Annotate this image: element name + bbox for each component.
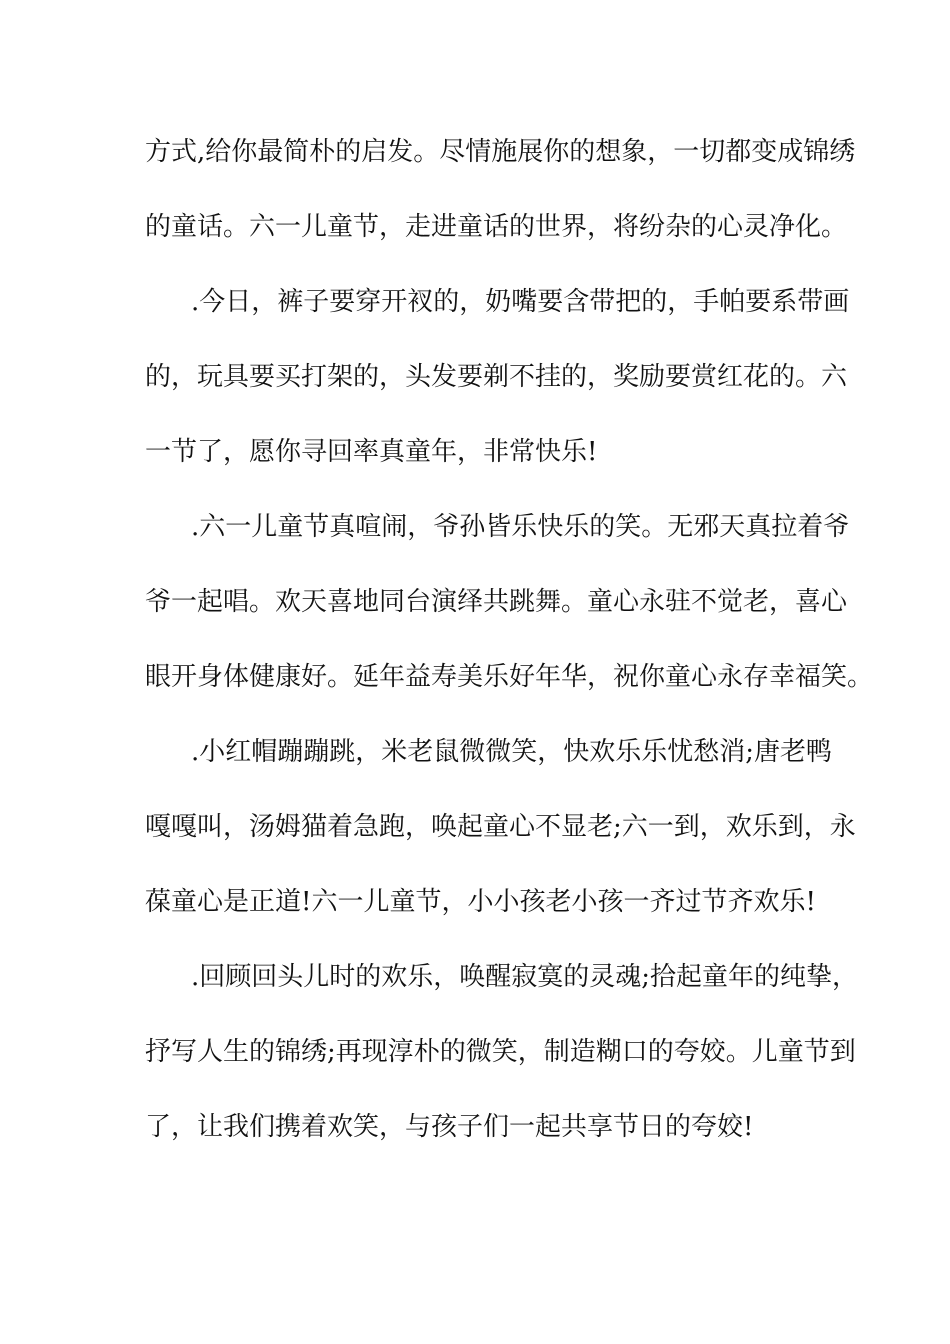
text-line: 葆童心是正道!六一儿童节，小小孩老小孩一齐过节齐欢乐!: [145, 887, 816, 917]
text-line: 方式,给你最简朴的启发。尽情施展你的想象，一切都变成锦绣: [145, 137, 856, 167]
text-line: 嘎嘎叫，汤姆猫着急跑，唤起童心不显老;六一到，欢乐到，永: [145, 812, 856, 842]
text-line: 的童话。六一儿童节，走进童话的世界，将纷杂的心灵净化。: [145, 212, 848, 242]
text-line: .今日，裤子要穿开衩的，奶嘴要含带把的，手帕要系带画: [191, 287, 850, 317]
text-line: 一节了，愿你寻回率真童年，非常快乐!: [145, 437, 598, 467]
text-line: .小红帽蹦蹦跳，米老鼠微微笑，快欢乐乐忧愁消;唐老鸭: [191, 737, 833, 767]
body-text: [145, 124, 874, 1174]
text-line: 抒写人生的锦绣;再现淳朴的微笑，制造糊口的夸姣。儿童节到: [145, 1037, 856, 1067]
text-line: .六一儿童节真喧闹，爷孙皆乐快乐的笑。无邪天真拉着爷: [191, 512, 850, 542]
text-line: 的，玩具要买打架的，头发要剃不挂的，奖励要赏红花的。六: [145, 362, 848, 392]
text-line: 眼开身体健康好。延年益寿美乐好年华，祝你童心永存幸福笑。: [145, 662, 874, 692]
text-line: 爷一起唱。欢天喜地同台演绎共跳舞。童心永驻不觉老，喜心: [145, 587, 848, 617]
text-line: 了，让我们携着欢笑，与孩子们一起共享节日的夸姣!: [145, 1112, 754, 1142]
text-line: .回顾回头儿时的欢乐，唤醒寂寞的灵魂;拾起童年的纯挚，: [191, 962, 859, 992]
